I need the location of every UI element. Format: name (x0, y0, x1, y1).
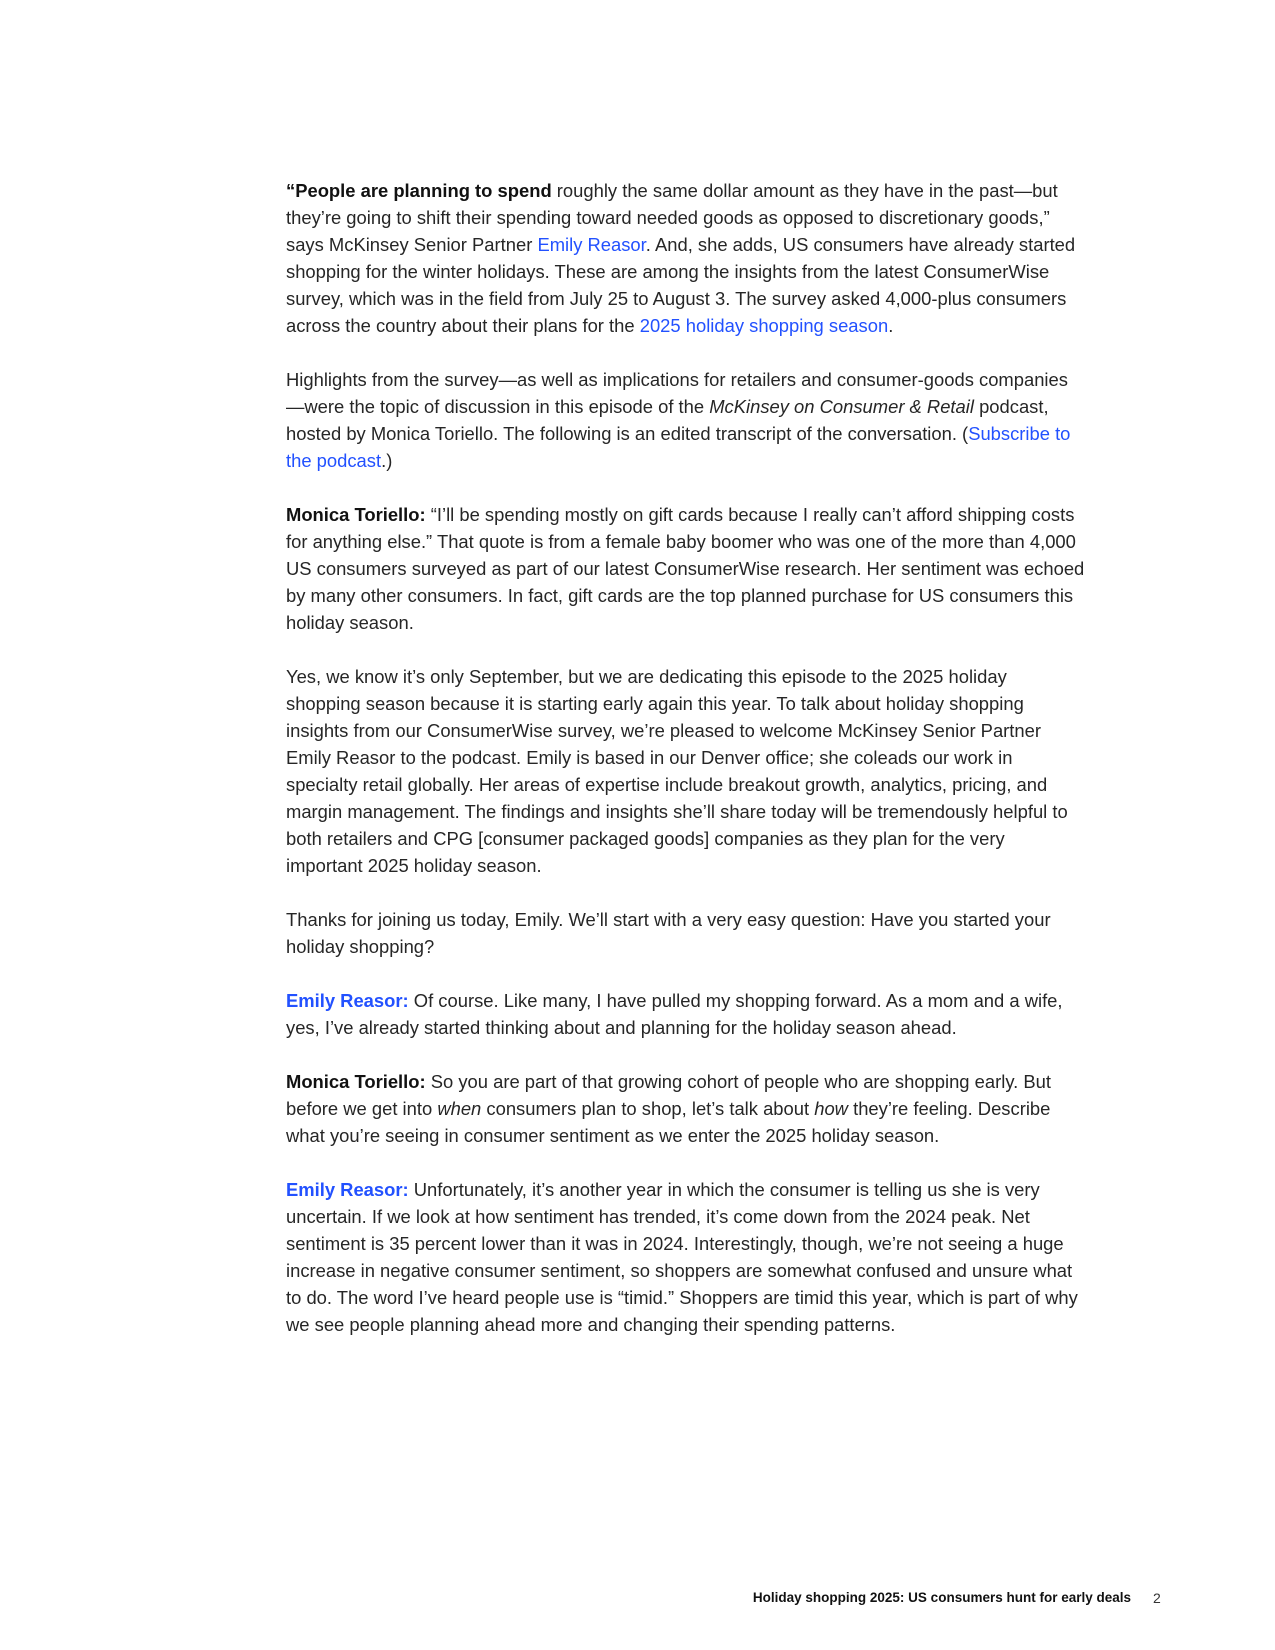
article-body (286, 177, 1086, 1365)
transcript-text: So you are part of that growing cohort of people who are shopping early. But before we get into (286, 1071, 1051, 1119)
emphasis-how: how (814, 1098, 848, 1119)
emphasis-when: when (437, 1098, 482, 1119)
intro-text-3: . (888, 315, 894, 336)
speaker-monica: Monica Toriello: (286, 504, 426, 525)
transcript-text: Unfortunately, it’s another year in which the consumer is telling us she is very uncertain. If we look at how sentiment has trended, it’s come down from the 2024 peak. Net sentiment is 35 percent lower than it was in 2024. Interestingly, though, we’re not seeing a huge increase in negative consumer sentiment, so shoppers are somewhat confused and unsure what to do. The word I’ve heard people use is “timid.” Shoppers are timid this year, which is part of why we see people planning ahead more and changing their spending patterns. (286, 1179, 1078, 1335)
highlights-text-1: Highlights from the survey—as well as implications for retailers and consumer-goods companies—were the topic of discussion in this episode of the (286, 369, 1068, 417)
footer-title: Holiday shopping 2025: US consumers hunt for early deals (752, 1590, 1131, 1605)
transcript-monica-2 (286, 663, 1086, 879)
intro-text-1: roughly the same dollar amount as they have in the past—but they’re going to shift their spending toward needed goods as opposed to discretionary goods,” says McKinsey Senior Partner (286, 180, 1058, 255)
transcript-monica-3 (286, 906, 1086, 960)
speaker-emily: Emily Reasor: (286, 1179, 409, 1200)
highlights-paragraph (286, 366, 1086, 474)
lead-in: “People are planning to spend (286, 180, 552, 201)
transcript-emily-2 (286, 1176, 1086, 1338)
highlights-text-3: .) (381, 450, 393, 471)
speaker-monica: Monica Toriello: (286, 1071, 426, 1092)
transcript-text: consumers plan to shop, let’s talk about (481, 1098, 815, 1119)
transcript-monica-1 (286, 501, 1086, 636)
intro-paragraph (286, 177, 1086, 339)
transcript-text: Yes, we know it’s only September, but we are dedicating this episode to the 2025 holiday shopping season because it is starting early again this year. To talk about holiday shopping insights from our ConsumerWise survey, we’re pleased to welcome McKinsey Senior Partner Emily Reasor to the podcast. Emily is based in our Denver office; she coleads our work in specialty retail globally. Her areas of expertise include breakout growth, analytics, pricing, and margin management. The findings and insights she’ll share today will be tremendously helpful to both retailers and CPG [consumer packaged goods] companies as they plan for the very important 2025 holiday season. (286, 666, 1068, 876)
emily-reasor-link[interactable]: Emily Reasor (537, 234, 646, 255)
transcript-text: Thanks for joining us today, Emily. We’ll start with a very easy question: Have you started your holiday shopping? (286, 909, 1051, 957)
speaker-emily: Emily Reasor: (286, 990, 409, 1011)
subscribe-podcast-link[interactable]: Subscribe to the podcast (286, 423, 1071, 471)
transcript-text: “I’ll be spending mostly on gift cards because I really can’t afford shipping costs for anything else.” That quote is from a female baby boomer who was one of the more than 4,000 US consumers surveyed as part of our latest ConsumerWise research. Her sentiment was echoed by many other consumers. In fact, gift cards are the top planned purchase for US consumers this holiday season. (286, 504, 1085, 633)
transcript-text: Of course. Like many, I have pulled my shopping forward. As a mom and a wife, yes, I’ve already started thinking about and planning for the holiday season ahead. (286, 990, 1063, 1038)
transcript-monica-4 (286, 1068, 1086, 1149)
highlights-text-2: podcast, hosted by Monica Toriello. The following is an edited transcript of the conversation. ( (286, 396, 1049, 444)
transcript-emily-1 (286, 987, 1086, 1041)
page-number: 2 (1153, 1590, 1161, 1606)
intro-text-2: . And, she adds, US consumers have already started shopping for the winter holidays. These are among the insights from the latest ConsumerWise survey, which was in the field from July 25 to August 3. The survey asked 4,000-plus consumers across the country about their plans for the (286, 234, 1076, 336)
holiday-season-link[interactable]: 2025 holiday shopping season (639, 315, 889, 336)
podcast-name: McKinsey on Consumer & Retail (709, 396, 974, 417)
transcript-text: they’re feeling. Describe what you’re seeing in consumer sentiment as we enter the 2025 holiday season. (286, 1098, 1051, 1146)
